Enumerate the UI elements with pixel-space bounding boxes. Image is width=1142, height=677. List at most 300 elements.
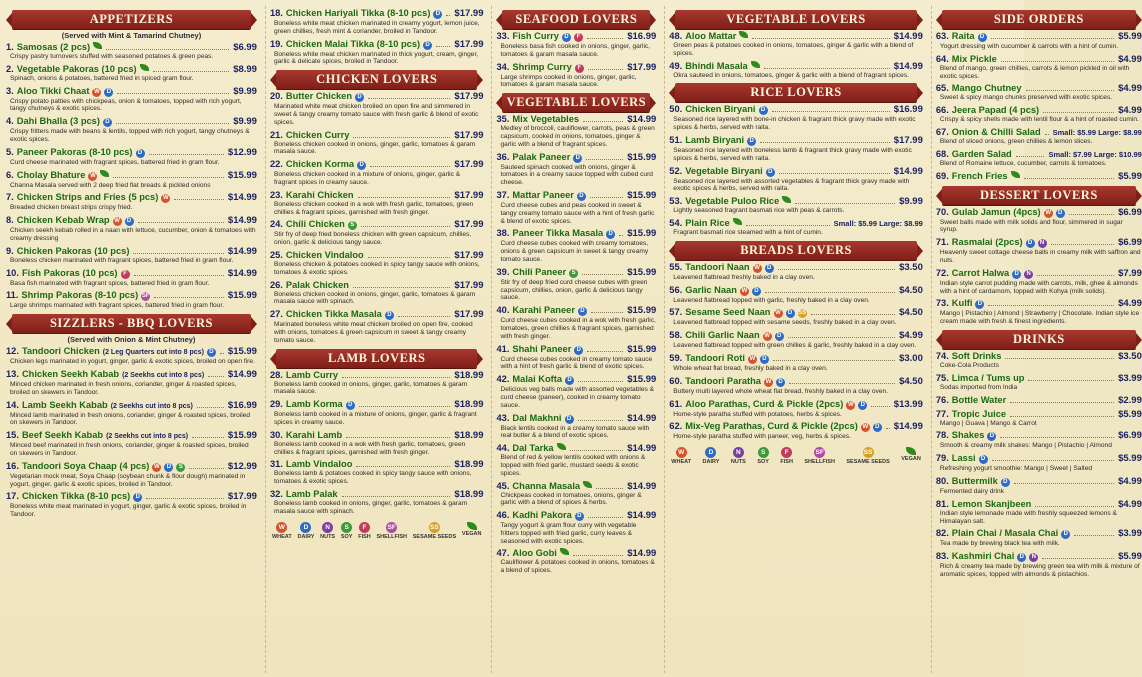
item-name: Mix Vegetables <box>512 114 580 125</box>
dotted-leader <box>582 274 623 275</box>
item-number: 57. <box>669 307 683 318</box>
allergen-n-icon: N <box>1024 270 1033 279</box>
item-description: Boneless chicken & potatoes cooked in spicy tangy sauce with onions, tomatoes & exotic spices. <box>273 260 480 276</box>
menu-item-header <box>496 344 656 356</box>
menu-item-header <box>669 218 923 229</box>
legend-label: DAIRY <box>297 533 315 540</box>
item-price: $17.99 <box>454 8 484 19</box>
menu-item-buttermilk <box>936 476 1142 496</box>
allergen-w-icon: W <box>765 378 772 385</box>
menu-item-lamb-korma <box>270 399 484 427</box>
item-name: Aloo Parathas, Curd & Pickle (2pcs) <box>685 398 844 409</box>
menu-item-lassi <box>936 453 1142 473</box>
dotted-leader <box>1074 535 1114 536</box>
section-subtitle: (Served with Mint & Tamarind Chutney) <box>61 31 202 40</box>
dotted-leader <box>106 49 229 50</box>
menu-item-paneer-pakoras-8-10-pcs <box>6 147 257 167</box>
item-name: Samosas (2 pcs) <box>16 42 91 52</box>
item-name: Chicken Tikka Masala <box>285 309 382 320</box>
item-description: Seasoned rice layered with assorted vegetables & fragrant thick gravy made with exotic spices & herbs, served with raita. <box>673 177 910 193</box>
dotted-leader <box>370 166 450 167</box>
item-description: Rich & creamy tea made by brewing green tea with milk & mixture of aromatic spices, topped with almonds & pistachios. <box>939 563 1140 578</box>
legend-item-soy <box>757 447 769 465</box>
menu-item-chicken-curry <box>270 130 484 157</box>
item-description: Spinach, onions & potatoes, battered fried in spiced gram flour. <box>10 74 194 82</box>
item-description: Leavened flatbread topped with garlic, freshly baked in a clay oven. <box>673 296 870 304</box>
allergen-d-icon: D <box>565 376 574 385</box>
item-number: 74. <box>935 350 949 361</box>
item-number: 19. <box>269 38 283 49</box>
item-price: $6.99 <box>233 42 257 53</box>
menu-item-header <box>936 499 1142 510</box>
menu-item-chicken-strips-and-fries-5-pcs <box>6 192 257 212</box>
menu-item-mattar-paneer <box>496 190 656 225</box>
allergen-d-icon: D <box>133 493 142 502</box>
menu-item-chicken-seekh-kabab <box>6 369 257 397</box>
item-name: Lassi <box>951 453 976 464</box>
dotted-leader <box>1010 402 1114 403</box>
allergen-d-icon: D <box>136 149 145 158</box>
dotted-leader <box>1005 358 1114 359</box>
item-description: Boneless chicken cooked in a mixture of onions, ginger, garlic & fragrant spices in creamy sauce. <box>273 171 461 186</box>
menu-item-chicken-hariyali-tikka-8-10-pcs <box>270 8 484 36</box>
allergen-s-icon: S <box>176 463 185 472</box>
menu-item-header <box>270 309 484 321</box>
item-name: Buttermilk <box>951 475 998 486</box>
item-price: $15.99 <box>227 346 257 358</box>
menu-item-lamb-biryani <box>669 135 923 163</box>
menu-item-header <box>496 190 656 202</box>
section-banner-drinks: DRINKS <box>942 330 1136 349</box>
menu-item-malai-kofta <box>496 374 656 409</box>
item-name: Mix Pickle <box>951 53 997 64</box>
item-name: Shrimp Curry <box>512 61 572 72</box>
legend-label: WHEAT <box>671 459 692 466</box>
item-number: 69. <box>935 170 949 181</box>
item-description: Medley of broccoli, cauliflower, carrots, peas & green capsicum, cooked in onions, tomatoes, ginger & garlic with a blend of fragrant spices. <box>500 125 655 148</box>
item-price: $14.99 <box>627 443 657 455</box>
item-number: 64. <box>935 53 949 64</box>
item-number: 43. <box>496 412 510 423</box>
item-name: Chili Garlic Naan <box>685 330 760 341</box>
item-description: Crispy fritters made with beans & lentils, topped with rich yogurt, tangy chutneys & exotic spices. <box>10 128 250 143</box>
allergen-f-icon: F <box>574 33 583 42</box>
allergen-d-icon: D <box>578 307 587 316</box>
item-description: Boneless basa fish cooked in onions, ginger, garlic, tomatoes & garam masala sauce. <box>500 43 651 58</box>
item-description: Lightly seasoned fragrant basmati rice with peas & carrots. <box>673 207 845 215</box>
allergen-d-icon: D <box>987 432 996 441</box>
dotted-leader <box>353 287 450 288</box>
allergen-d-icon: D <box>786 309 795 318</box>
item-description: Coke-Cola Products <box>939 361 999 369</box>
menu-item-fish-curry <box>496 31 656 59</box>
menu-column-3 <box>491 6 656 673</box>
menu-item-shakes <box>936 430 1142 450</box>
dotted-leader <box>116 123 229 124</box>
menu-item-header <box>669 376 923 388</box>
item-price: Small: $7.99 Large: $10.99 <box>1048 149 1142 159</box>
item-number: 53. <box>669 196 683 207</box>
menu-item-header <box>6 147 257 159</box>
dotted-leader <box>192 437 224 438</box>
allergen-w-icon: W <box>90 172 96 179</box>
item-name: Rasmalai (2pcs) <box>951 237 1023 248</box>
item-description: Stir fry of deep fried boneless chicken with green capsicum, chillies, onion, garlic & delicious tangy sauce. <box>273 231 472 247</box>
item-price: $18.99 <box>454 369 484 381</box>
dotted-leader <box>795 203 895 204</box>
dotted-leader <box>764 68 890 69</box>
allergen-d-icon: D <box>752 287 761 296</box>
item-price: $4.50 <box>899 375 923 387</box>
item-number: 55. <box>669 261 683 272</box>
menu-item-tandoori-paratha <box>669 376 923 396</box>
menu-item-shahi-paneer <box>496 344 656 372</box>
item-number: 75. <box>935 372 949 383</box>
item-number: 8. <box>6 215 14 226</box>
menu-item-lamb-vindaloo <box>270 459 484 486</box>
item-number: 59. <box>669 352 683 363</box>
allergen-d-icon: D <box>355 93 364 102</box>
menu-item-header <box>6 268 257 280</box>
item-number: 3. <box>6 85 14 96</box>
legend-item-nuts <box>731 447 746 465</box>
menu-item-header <box>6 215 257 227</box>
allergen-w-icon: W <box>162 195 169 202</box>
menu-item-mango-chutney <box>936 83 1142 102</box>
item-number: 66. <box>935 105 949 116</box>
item-number: 12. <box>6 346 19 357</box>
menu-item-lamb-seekh-kabab <box>6 400 257 428</box>
legend-label: SOY <box>340 533 353 540</box>
dotted-leader <box>361 226 451 227</box>
item-description: Tangy yogurt & gram flour curry with vegetable fritters topped with fried garlic, curry leaves & seasoned with exotic spices. <box>500 522 637 545</box>
item-number: 58. <box>669 330 683 341</box>
allergen-f-icon: F <box>781 447 792 458</box>
dotted-leader <box>788 337 895 338</box>
menu-item-onion-chilli-salad <box>936 127 1142 146</box>
item-number: 56. <box>669 284 683 295</box>
item-name: Vegetable Puloo Rice <box>685 196 780 207</box>
item-number: 2. <box>6 63 14 74</box>
item-number: 7. <box>6 192 14 203</box>
item-price: $9.99 <box>233 116 257 128</box>
dotted-leader <box>368 257 451 258</box>
item-name: Vegetable Biryani <box>685 165 763 176</box>
item-price: $14.99 <box>627 412 657 424</box>
dotted-leader <box>359 406 451 407</box>
menu-item-lamb-palak <box>270 489 484 516</box>
item-price: $17.99 <box>454 189 484 201</box>
menu-item-header <box>669 353 923 365</box>
legend-item-fish <box>780 447 793 465</box>
menu-item-header <box>936 453 1142 465</box>
item-price: $17.99 <box>454 279 484 291</box>
menu-item-header <box>6 491 257 503</box>
menu-item-header <box>936 207 1142 219</box>
legend-label: SOY <box>757 459 769 466</box>
item-description: Breaded chicken breast strips crispy fried. <box>10 204 133 212</box>
item-number: 67. <box>935 126 949 137</box>
legend-label: NUTS <box>730 459 746 466</box>
item-price: $5.99 <box>1118 551 1142 563</box>
allergen-w-icon: W <box>847 401 854 408</box>
legend-label: WHEAT <box>271 533 292 540</box>
item-name: Kulfi <box>951 298 973 309</box>
item-price: $17.99 <box>454 91 484 103</box>
dotted-leader <box>1026 90 1115 91</box>
menu-item-header <box>936 528 1142 540</box>
section-banner-lamb-lovers: LAMB LOVERS <box>276 349 478 368</box>
menu-item-dal-makhni <box>496 413 656 441</box>
item-price: $14.99 <box>627 510 657 522</box>
section-banner-sizzlers-bbq-lovers: SIZZLERS - BBQ LOVERS <box>12 314 251 333</box>
dotted-leader <box>1069 214 1114 215</box>
menu-column-4 <box>664 6 923 673</box>
item-name: Chicken Tikka (8-10 pcs) <box>21 491 131 502</box>
item-name: Chicken Kebab Wrap <box>16 215 110 226</box>
menu-item-aloo-tikki-chaat <box>6 86 257 114</box>
item-price: $5.99 <box>1118 170 1142 182</box>
item-description: Channa Masala served with 2 deep fried flat breads & pickled onions <box>10 181 211 189</box>
menu-item-chili-chicken <box>270 219 484 247</box>
item-price: $12.99 <box>227 460 257 472</box>
item-price: $14.99 <box>627 480 657 492</box>
menu-item-carrot-halwa <box>936 268 1142 296</box>
menu-item-garlic-naan <box>669 285 923 305</box>
item-number: 5. <box>6 146 14 157</box>
menu-item-header <box>6 116 257 128</box>
item-portion-note: (2 Leg Quarters cut into 8 pcs) <box>102 349 204 357</box>
item-price: $14.99 <box>893 31 923 42</box>
allergen-w-icon: W <box>114 218 120 225</box>
legend-label: NUTS <box>320 533 336 540</box>
item-description: Minced lamb marinated in fresh onions, coriander, ginger & roasted spices, broiled on skewers in Tandoor. <box>10 411 251 427</box>
legend-label: VEGAN <box>461 530 482 537</box>
item-name: Carrot Halwa <box>951 267 1010 278</box>
allergen-s-icon: S <box>348 221 357 230</box>
allergen-d-icon: D <box>574 346 583 355</box>
menu-item-header <box>936 476 1142 488</box>
item-price: $3.99 <box>1118 372 1142 384</box>
item-description: Boneless chicken cooked in a wok with fresh garlic, tomatoes, green chillies & fragrant spices, garnished with fresh ginger. <box>273 200 474 216</box>
item-description: Boneless lamb cooked in onions, ginger, garlic, tomatoes & garam masala sauce with spinach. <box>273 499 468 515</box>
dotted-leader <box>153 71 230 72</box>
item-number: 26. <box>269 279 283 290</box>
menu-item-vegetable-puloo-rice <box>669 196 923 215</box>
item-description: Stir fry of deep fried curd cheese cubes with green capsicum, chillies, onion, garlic & delicious tangy sauce. <box>500 278 648 302</box>
dotted-leader <box>146 498 224 499</box>
item-name: Garlic Naan <box>685 284 737 295</box>
menu-item-header <box>936 105 1142 116</box>
menu-item-aloo-parathas-curd-pickle-2pcs <box>669 399 923 419</box>
allergen-s-icon: S <box>758 447 769 458</box>
allergen-w-icon: W <box>741 287 748 294</box>
menu-item-header <box>936 171 1142 182</box>
item-price: $17.99 <box>454 219 484 231</box>
menu-item-plain-chai-masala-chai <box>936 528 1142 548</box>
item-description: Delicious veg balls made with assorted vegetables & curd cheese (paneer), cooked in creamy tomato sauce. <box>500 386 655 409</box>
menu-item-karahi-paneer <box>496 305 656 340</box>
item-name: Channa Masala <box>512 480 581 491</box>
item-description: Vegetarian mock meat, Soya Chaap (soybean chunk & flour dough) marinated in yogurt, ginger, garlic & exotic spices, broiled in Tandoor. <box>10 472 246 488</box>
item-price: $3.50 <box>899 261 923 273</box>
dotted-leader <box>1035 506 1114 507</box>
dotted-leader <box>208 376 224 377</box>
item-price: $17.99 <box>454 249 484 261</box>
item-name: Soft Drinks <box>951 350 1002 361</box>
item-name: Chicken Hariyali Tikka (8-10 pcs) <box>285 8 431 18</box>
item-number: 17. <box>6 491 19 502</box>
item-name: Chicken Vindaloo <box>285 249 364 260</box>
section-subtitle: (Served with Onion & Mint Chutney) <box>67 335 196 345</box>
vegan-leaf-icon <box>751 61 760 68</box>
item-number: 11. <box>6 290 19 301</box>
menu-item-kashmiri-chai <box>936 551 1142 579</box>
item-price: $2.99 <box>1118 394 1142 406</box>
item-name: Chicken Biryani <box>685 104 756 115</box>
legend-item-soy <box>341 522 353 540</box>
item-description: Green peas & potatoes cooked in onions, tomatoes, ginger & garlic with a blend of spices. <box>673 42 914 57</box>
item-description: Boneless chicken cooked in onions, ginger, garlic, tomatoes & garam masala sauce with spinach. <box>273 290 476 306</box>
item-name: Shakes <box>951 430 985 441</box>
item-price: $14.99 <box>627 114 657 126</box>
item-description: Seasoned rice layered with boneless lamb & fragrant thick gravy made with exotic spices & herbs, served with raita. <box>673 146 912 162</box>
menu-item-dahi-bhalla-3-pcs <box>6 116 257 144</box>
vegan-leaf-icon <box>93 42 102 49</box>
menu-item-header <box>6 246 257 257</box>
item-price: $15.99 <box>627 305 657 317</box>
menu-item-header <box>936 409 1142 420</box>
dotted-leader <box>586 159 623 160</box>
menu-item-shrimp-pakoras-8-10-pcs <box>6 290 257 310</box>
item-number: 29. <box>269 399 283 410</box>
menu-item-header <box>496 114 656 125</box>
item-number: 52. <box>669 165 683 176</box>
item-number: 35. <box>496 114 510 125</box>
item-price: $13.99 <box>893 398 923 410</box>
item-price: $15.99 <box>627 228 657 240</box>
item-number: 82. <box>935 528 949 539</box>
menu-item-header <box>270 159 484 171</box>
menu-item-palak-chicken <box>270 280 484 307</box>
item-number: 54. <box>669 217 683 228</box>
item-number: 15. <box>6 430 19 441</box>
item-name: Gulab Jamun (4pcs) <box>951 206 1041 217</box>
item-description: Chickpeas cooked in tomatoes, onions, ginger & garlic with a blend of spices & herbs. <box>500 491 642 507</box>
item-description: Black lentils cooked in a creamy tomato sauce with real butter & a blend of exotic spices. <box>500 424 650 440</box>
allergen-d-icon: D <box>979 455 988 464</box>
item-number: 70. <box>935 206 949 217</box>
menu-item-header <box>936 127 1142 138</box>
item-name: Cholay Bhature <box>16 169 86 180</box>
item-name: French Fries <box>951 170 1008 181</box>
item-name: Plain Chai / Masala Chai <box>951 528 1059 539</box>
item-number: 22. <box>269 159 283 170</box>
item-price: $18.99 <box>454 459 484 471</box>
menu-item-header <box>6 290 257 302</box>
item-price: $8.99 <box>233 63 257 75</box>
item-price: $4.99 <box>1118 298 1142 310</box>
item-name: Chicken Malai Tikka (8-10 pcs) <box>285 38 421 49</box>
item-description: Blend of mango, green chillies, carrots & lemon pickled in oil with exotic spices. <box>939 64 1130 80</box>
menu-item-header <box>669 285 923 297</box>
item-name: Dal Tarka <box>512 443 554 454</box>
item-price: $18.99 <box>454 399 484 411</box>
dotted-leader <box>619 235 623 236</box>
section-banner-vegetable-lovers: VEGETABLE LOVERS <box>502 93 650 112</box>
menu-item-lemon-skanjbeen <box>936 499 1142 526</box>
allergen-n-icon: N <box>733 447 744 458</box>
item-number: 48. <box>669 31 683 41</box>
menu-item-header <box>496 31 656 43</box>
legend-item-nuts <box>320 522 335 540</box>
item-number: 44. <box>496 443 510 454</box>
legend-item-fish <box>358 522 371 540</box>
dotted-leader <box>368 98 450 99</box>
item-price: $5.99 <box>1118 408 1142 420</box>
item-price: $18.99 <box>454 429 484 441</box>
menu-item-header <box>270 489 484 500</box>
item-name: Lamb Biryani <box>685 134 745 145</box>
item-name: Lamb Vindaloo <box>285 459 353 470</box>
dotted-leader <box>446 15 450 16</box>
item-number: 34. <box>496 61 510 72</box>
item-name: Plain Rice <box>685 217 730 228</box>
allergen-d-icon: D <box>577 192 586 201</box>
item-description: Boneless lamb cooked in onions, ginger, garlic, tomatoes & garam masala sauce. <box>273 380 468 396</box>
dotted-leader <box>117 93 229 94</box>
item-name: Jeera Papad (4 pcs) <box>951 105 1040 116</box>
allergen-d-icon: D <box>978 33 987 42</box>
item-price: $14.99 <box>627 548 657 560</box>
menu-item-vegetable-biryani <box>669 166 923 194</box>
allergen-w-icon: W <box>749 355 756 362</box>
item-price: $18.99 <box>454 488 484 500</box>
menu-item-tandoori-soya-chaap-4-pcs <box>6 461 257 489</box>
item-description: Marinated boneless white meat chicken broiled on open fire, cooked with onions, tomatoes & green capsicum in sweet & tangy creamy tomato sauce. <box>273 321 473 344</box>
menu-item-header <box>6 430 257 442</box>
item-price: $16.99 <box>893 104 923 116</box>
item-description: Fragrant basmati rice steamed with a hint of cumin. <box>673 228 823 236</box>
item-number: 62. <box>669 421 683 432</box>
item-number: 61. <box>669 398 683 409</box>
item-number: 6. <box>6 169 14 180</box>
menu-item-header <box>6 64 257 75</box>
menu-item-header <box>936 373 1142 384</box>
menu-item-header <box>936 298 1142 310</box>
menu-item-aloo-mattar <box>669 31 923 58</box>
item-number: 46. <box>496 510 510 521</box>
allergen-w-icon: W <box>1045 209 1051 216</box>
menu-item-limca-tums-up <box>936 373 1142 392</box>
allergen-d-icon: D <box>357 161 366 170</box>
allergen-d-icon: D <box>125 217 134 226</box>
item-number: 51. <box>669 134 683 145</box>
menu-item-tandoori-roti <box>669 353 923 373</box>
item-price: $14.99 <box>227 267 257 279</box>
menu-item-header <box>270 8 484 20</box>
dotted-leader <box>1024 178 1114 179</box>
dotted-leader <box>583 121 623 122</box>
menu-item-fish-pakoras-10-pcs <box>6 268 257 288</box>
item-price: $6.99 <box>1118 430 1142 442</box>
allergen-d-icon: D <box>300 522 311 533</box>
menu-item-header <box>936 395 1142 406</box>
item-price: $15.99 <box>627 343 657 355</box>
item-number: 14. <box>6 399 19 410</box>
item-description: Blend of Romaine lettuce, cucumber, carrots & tomatoes. <box>939 159 1107 167</box>
item-name: Tandoori Roti <box>685 352 745 363</box>
